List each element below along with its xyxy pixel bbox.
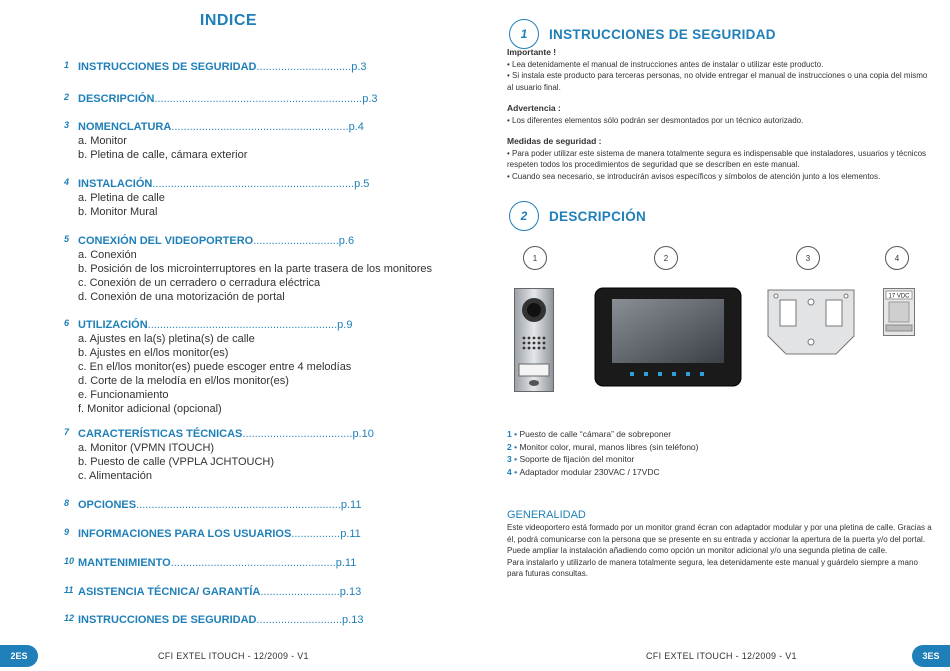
toc-dots: .......................................................... xyxy=(171,121,349,133)
item-2-marker: 2 xyxy=(654,246,678,270)
toc-heading xyxy=(78,120,364,134)
medidas-line-2: • Cuando sea necesario, se introducirán avisos específicos y símbolos de atención junto a los elementos. xyxy=(507,171,881,181)
importante-block xyxy=(507,47,933,93)
toc-entry xyxy=(64,527,364,541)
generalidad-paragraph-3: Para instalarlo y utilizarlo de manera totalmente segura, lea detenidamente este manual y guárdelo siempre a mano para futuras consultas. xyxy=(507,557,918,578)
legend-number: 1 xyxy=(507,429,512,439)
toc-page-number: p.3 xyxy=(351,61,367,73)
toc-title: ASISTENCIA TÉCNICA/ GARANTÍA xyxy=(78,586,261,598)
toc-title: CARACTERÍSTICAS TÉCNICAS xyxy=(78,428,243,440)
section-2-title: DESCRIPCIÓN xyxy=(549,209,647,224)
toc-entry xyxy=(64,556,364,570)
toc-title: MANTENIMIENTO xyxy=(78,557,171,569)
generalidad-title: GENERALIDAD xyxy=(507,509,586,521)
legend-text: Monitor color, mural, manos libres (sin teléfono) xyxy=(519,441,699,452)
toc-entry xyxy=(64,498,364,512)
toc-subitem: a. Monitor xyxy=(78,135,127,147)
toc-number: 9 xyxy=(64,527,70,537)
legend-bullet: • xyxy=(511,441,520,452)
toc-title: INSTALACIÓN xyxy=(78,178,153,190)
legend-text: Adaptador modular 230VAC / 17VDC xyxy=(519,466,660,477)
importante-label: Importante ! xyxy=(507,47,557,57)
toc-dots: ................ xyxy=(291,528,341,540)
toc-page-number: p.13 xyxy=(342,614,364,626)
advertencia-line-1: • Los diferentes elementos sólo podrán ser desmontados por un técnico autorizado. xyxy=(507,115,804,125)
toc-heading xyxy=(78,527,364,541)
toc-subitem: b. Puesto de calle (VPPLA JCHTOUCH) xyxy=(78,456,275,468)
toc-dots: ...................................................... xyxy=(170,557,336,569)
footer-left: CFI EXTEL ITOUCH - 12/2009 - V1 xyxy=(158,651,309,661)
legend-bullet: • xyxy=(511,466,520,477)
toc-subitem: a. Monitor (VPMN ITOUCH) xyxy=(78,442,215,454)
toc-entry xyxy=(64,234,433,304)
toc-dots: .................................................................... xyxy=(154,93,363,105)
toc-page-number: p.3 xyxy=(362,93,378,105)
toc-dots: ............................ xyxy=(256,614,343,626)
door-station-image xyxy=(514,288,554,392)
toc-title: OPCIONES xyxy=(78,499,137,511)
monitor-image xyxy=(594,287,742,387)
toc-entry xyxy=(64,427,374,483)
toc-title: UTILIZACIÓN xyxy=(78,319,148,331)
toc-page-number: p.11 xyxy=(340,528,361,540)
toc-number: 7 xyxy=(64,427,70,437)
legend-number: 4 xyxy=(507,466,512,477)
section-1-title: INSTRUCCIONES DE SEGURIDAD xyxy=(549,27,776,42)
toc-subitem: c. Alimentación xyxy=(78,470,152,482)
legend-item xyxy=(507,441,698,454)
toc-subitem: d. Conexión de una motorización de portal xyxy=(78,291,285,303)
toc-heading xyxy=(78,60,367,74)
adapter-voltage-label: 17 VDC xyxy=(888,293,910,300)
toc-heading xyxy=(78,177,370,191)
monitor-bracket-image xyxy=(766,288,856,356)
legend-text: Puesto de calle “cámara” de sobreponer xyxy=(519,429,672,439)
toc-title: INSTRUCCIONES DE SEGURIDAD xyxy=(78,61,257,73)
toc-page-number: p.11 xyxy=(335,557,357,569)
item-4-marker: 4 xyxy=(885,246,909,270)
toc-subitem: e. Funcionamiento xyxy=(78,389,169,401)
toc-entry xyxy=(64,60,367,74)
toc-page-number: p.13 xyxy=(339,586,362,598)
toc-entry xyxy=(64,177,370,219)
importante-line-1: • Lea detenidamente el manual de instrucciones antes de instalar o utilizar este producto. xyxy=(507,59,824,69)
toc-number: 2 xyxy=(64,92,70,102)
toc-heading xyxy=(78,427,374,441)
toc-entry xyxy=(64,613,364,627)
medidas-line-1: • Para poder utilizar este sistema de manera totalmente segura es indispensable que instaladores, usuarios y técnicos respeten todos los procedimientos de seguridad que se describen en este manual. xyxy=(507,148,927,169)
toc-number: 10 xyxy=(64,556,75,566)
toc-number: 4 xyxy=(64,177,70,187)
toc-heading xyxy=(78,498,364,512)
toc-number: 8 xyxy=(64,498,70,508)
legend-item xyxy=(507,428,698,441)
page-number-badge-right: 3ES xyxy=(912,645,950,667)
toc-page-number: p.9 xyxy=(337,319,353,331)
legend-bullet: • xyxy=(511,429,520,439)
toc-subitem: b. Monitor Mural xyxy=(78,206,158,218)
toc-dots: .............................................................. xyxy=(147,319,338,331)
toc-number: 3 xyxy=(64,120,70,130)
toc-heading xyxy=(78,234,364,248)
toc-heading xyxy=(78,92,378,106)
section-1-number: 1 xyxy=(509,19,539,49)
medidas-label: Medidas de seguridad : xyxy=(507,136,602,146)
toc-entry xyxy=(64,120,364,162)
toc-subitem: b. Pletina de calle, cámara exterior xyxy=(78,149,248,161)
toc-subitem: c. Conexión de un cerradero o cerradura eléctrica xyxy=(78,277,321,289)
toc-subitem: a. Conexión xyxy=(78,249,137,261)
toc-page-number: p.5 xyxy=(354,178,370,190)
toc-heading xyxy=(78,556,364,570)
toc-page-number: p.10 xyxy=(352,428,374,440)
toc-number: 1 xyxy=(64,60,70,70)
power-adapter-image xyxy=(883,288,915,336)
generalidad-text xyxy=(507,522,933,580)
toc-number: 6 xyxy=(64,318,70,328)
legend-bullet: • xyxy=(511,454,520,464)
advertencia-label: Advertencia : xyxy=(507,103,561,113)
legend-item xyxy=(507,453,698,466)
generalidad-paragraph-2: Puede ampliar la instalación añadiendo como opción un monitor adicional y/o una segunda pletina de calle. xyxy=(507,546,888,555)
toc-number: 12 xyxy=(64,613,75,623)
toc-page-number: p.4 xyxy=(348,121,364,133)
toc-subitem: a. Ajustes en la(s) pletina(s) de calle xyxy=(78,333,255,345)
toc-title: CONEXIÓN DEL VIDEOPORTERO xyxy=(78,235,254,247)
importante-line-2: • Si instala este producto para terceras personas, no olvide entregar el manual de instrucciones o una copia del mismo al usuario final. xyxy=(507,71,928,92)
toc-subitem: b. Posición de los microinterruptores en la parte trasera de los monitores xyxy=(78,263,433,275)
index-title: INDICE xyxy=(199,12,258,29)
toc-dots: ................................................................... xyxy=(136,499,341,511)
page-number-badge-left: 2ES xyxy=(0,645,38,667)
toc-number: 11 xyxy=(64,585,74,595)
legend-text: Soporte de fijación del monitor xyxy=(519,454,635,464)
toc-subitem: f. Monitor adicional (opcional) xyxy=(78,403,222,415)
toc-heading xyxy=(78,613,364,627)
generalidad-paragraph-1: Este videoportero está formado por un monitor grand écran con adaptador modular y por una pletina de calle. Gracias a él, podrá comunicarse con la persona que se presente en su entrada y accionar la apertura de la puerta y/o del portal. xyxy=(507,523,932,544)
advertencia-block xyxy=(507,103,933,126)
toc-page-number: p.6 xyxy=(338,235,355,247)
toc-entry xyxy=(64,92,378,106)
legend-item xyxy=(507,466,698,479)
toc-title: NOMENCLATURA xyxy=(78,121,172,133)
toc-entry xyxy=(64,318,364,416)
toc-dots: .......................... xyxy=(260,586,340,598)
toc-dots: ............................... xyxy=(256,61,352,73)
item-1-marker: 1 xyxy=(523,246,547,270)
toc-subitem: d. Corte de la melodía en el/los monitor(es) xyxy=(78,375,289,387)
toc-dots: ............................ xyxy=(253,235,339,247)
description-legend xyxy=(507,428,698,478)
toc-heading xyxy=(78,318,364,332)
toc-title: INFORMACIONES PARA LOS USUARIOS xyxy=(78,528,292,540)
legend-number: 2 xyxy=(507,441,512,452)
item-3-marker: 3 xyxy=(796,246,820,270)
medidas-block xyxy=(507,136,933,182)
section-2-number: 2 xyxy=(509,201,539,231)
toc-subitem: b. Ajustes en el/los monitor(es) xyxy=(78,347,229,359)
toc-subitem: a. Pletina de calle xyxy=(78,192,165,204)
toc-dots: .................................................................. xyxy=(152,178,355,190)
toc-heading xyxy=(78,585,364,599)
toc-entry xyxy=(64,585,364,599)
toc-number: 5 xyxy=(64,234,70,244)
toc-title: INSTRUCCIONES DE SEGURIDAD xyxy=(78,614,257,626)
toc-dots: .................................... xyxy=(242,428,353,440)
legend-number: 3 xyxy=(507,454,512,464)
toc-page-number: p.11 xyxy=(340,499,362,511)
footer-right: CFI EXTEL ITOUCH - 12/2009 - V1 xyxy=(646,651,797,661)
toc-subitem: c. En el/los monitor(es) puede escoger entre 4 melodías xyxy=(78,361,352,373)
toc-title: DESCRIPCIÓN xyxy=(78,93,155,105)
